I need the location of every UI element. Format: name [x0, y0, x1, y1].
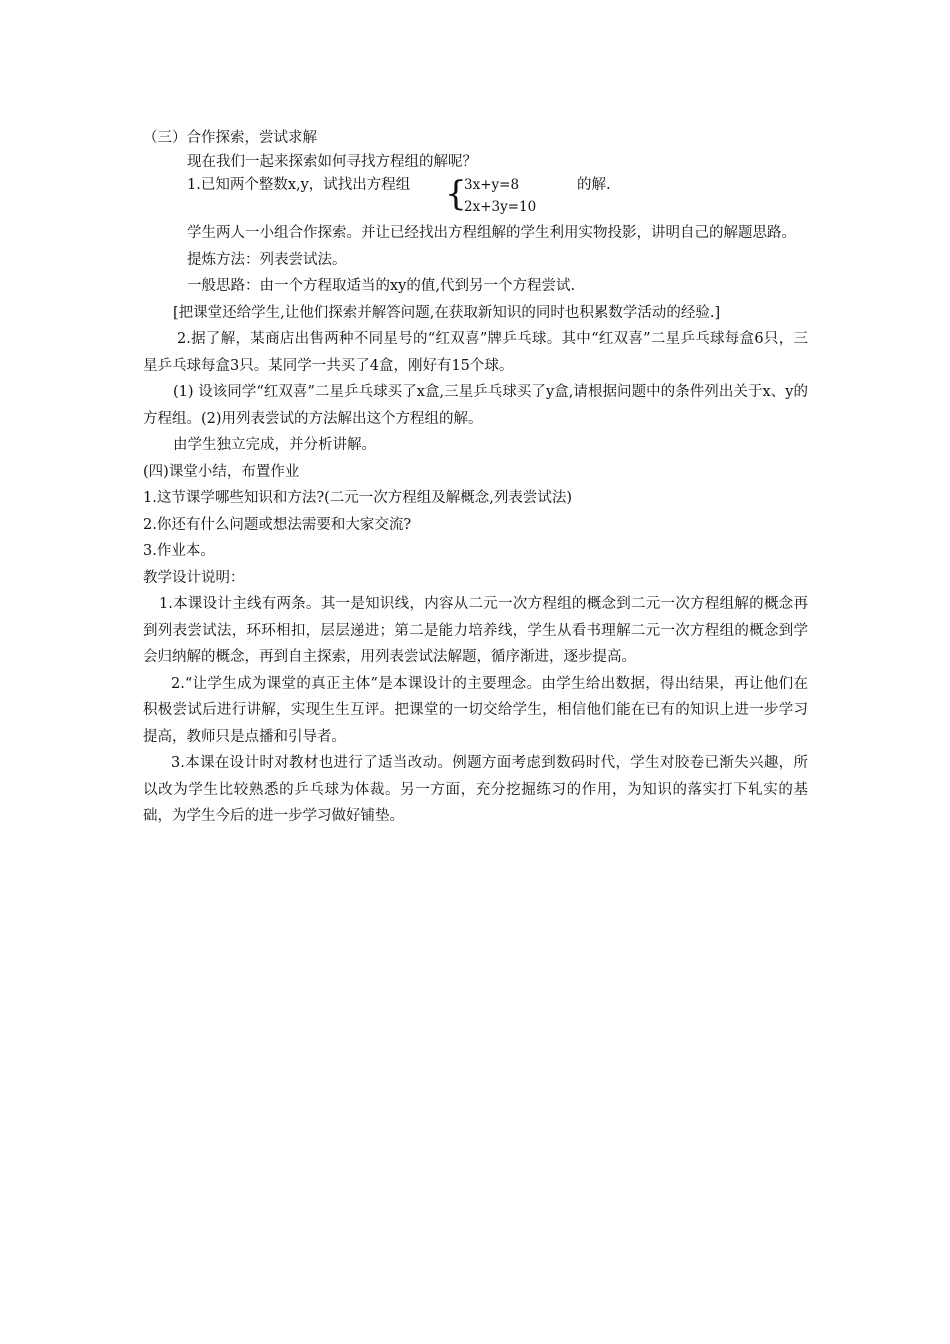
equation-brace: { — [445, 174, 467, 214]
general-idea-text: 一般思路：由一个方程取适当的xy的值,代到另一个方程尝试. — [187, 278, 576, 294]
method-text: 提炼方法：列表尝试法。 — [187, 251, 347, 268]
section-heading-4: (四)课堂小结，布置作业 — [143, 463, 300, 480]
design-heading: 教学设计说明： — [143, 569, 245, 586]
design-note: [把课堂还给学生,让他们探索并解答问题,在获取新知识的同时也积累数学活动的经验.] — [173, 304, 721, 321]
problem-1-prefix: 1.已知两个整数x,y，试找出方程组 — [187, 177, 411, 193]
problem-2: 2.据了解，某商店出售两种不同星号的“红双喜”牌乒乓球。其中“红双喜”二星乒乓球每盒6只，三星乒乓球每盒3只。某同学一共买了4盒，刚好有15个球。 — [143, 331, 808, 374]
summary-item-3: 3.作业本。 — [143, 543, 215, 559]
independent-text: 由学生独立完成，并分析讲解。 — [173, 437, 376, 453]
group-work-text: 学生两人一小组合作探索。并让已经找出方程组解的学生利用实物投影，讲明自己的解题思路。 — [187, 225, 796, 241]
equation-1: 3x+y=8 — [464, 177, 520, 193]
section-heading-3: （三）合作探索，尝试求解 — [143, 130, 317, 146]
intro-text: 现在我们一起来探索如何寻找方程组的解呢？ — [187, 154, 477, 170]
design-paragraph-2: 2.“让学生成为课堂的真正主体”是本课设计的主要理念。由学生给出数据，得出结果，再让他们在积极尝试后进行讲解，实现生生互评。把课堂的一切交给学生，相信他们能在已有的知识上进一步学习提高，教师只是点播和引导者。 — [143, 675, 808, 745]
problem-1-suffix: 的解. — [577, 177, 611, 193]
problem-1 — [143, 173, 808, 217]
problem-2-subquestions: (1) 设该同学“红双喜”二星乒乓球买了x盒,三星乒乓球买了y盒,请根据问题中的条件列出关于x、y的方程组。(2)用列表尝试的方法解出这个方程组的解。 — [143, 384, 808, 427]
summary-item-1: 1.这节课学哪些知识和方法?(二元一次方程组及解概念,列表尝试法) — [143, 490, 573, 506]
document-body — [143, 126, 808, 830]
summary-item-2: 2.你还有什么问题或想法需要和大家交流? — [143, 516, 412, 533]
design-paragraph-3: 3.本课在设计时对教材也进行了适当改动。例题方面考虑到数码时代，学生对胶卷已渐失兴趣，所以改为学生比较熟悉的乒乓球为体裁。另一方面，充分挖掘练习的作用，为知识的落实打下轧实的基础，为学生今后的进一步学习做好铺垫。 — [143, 755, 808, 824]
design-paragraph-1: 1.本课设计主线有两条。其一是知识线，内容从二元一次方程组的概念到二元一次方程组解的概念再到列表尝试法，环环相扣，层层递进；第二是能力培养线，学生从看书理解二元一次方程组的概念到学会归纳解的概念，再到自主探索，用列表尝试法解题，循序渐进，逐步提高。 — [143, 596, 808, 665]
equation-2: 2x+3y=10 — [464, 199, 537, 215]
